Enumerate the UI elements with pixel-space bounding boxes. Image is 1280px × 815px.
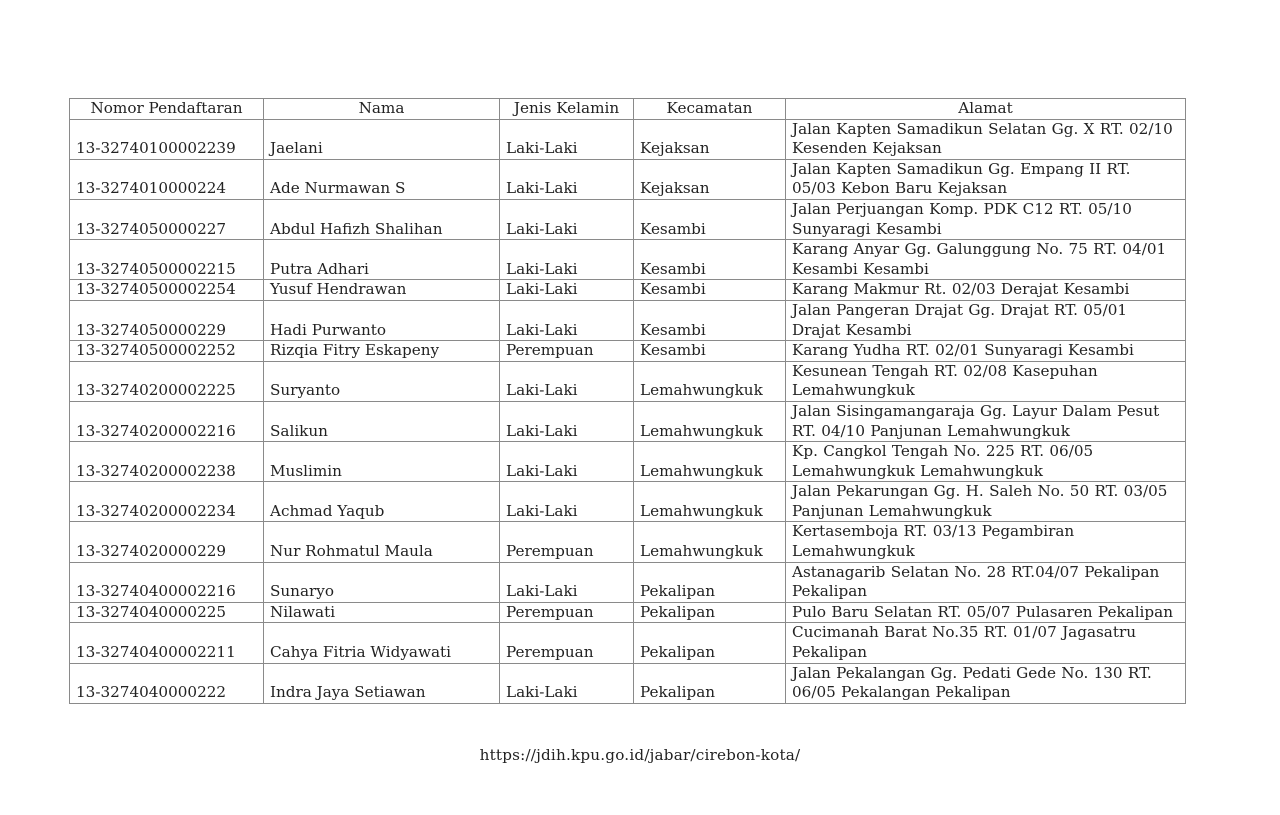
table-row [70,623,1186,663]
registrant-table [69,98,1186,704]
header-kecamatan: Kecamatan [634,99,786,120]
cell-nomor-pendaftaran: 13-3274040000225 [70,602,264,623]
cell-alamat: Kertasemboja RT. 03/13 Pegambiran Lemahwungkuk [786,522,1186,562]
cell-nama: Muslimin [264,442,500,482]
cell-alamat: Karang Makmur Rt. 02/03 Derajat Kesambi [786,280,1186,301]
cell-nomor-pendaftaran: 13-32740100002239 [70,119,264,159]
cell-nomor-pendaftaran: 13-3274040000222 [70,663,264,703]
cell-jenis-kelamin: Perempuan [500,341,634,362]
table-row [70,199,1186,239]
cell-jenis-kelamin: Laki-Laki [500,119,634,159]
table-row [70,361,1186,401]
cell-alamat: Pulo Baru Selatan RT. 05/07 Pulasaren Pekalipan [786,602,1186,623]
cell-jenis-kelamin: Laki-Laki [500,280,634,301]
cell-jenis-kelamin: Laki-Laki [500,663,634,703]
cell-jenis-kelamin: Laki-Laki [500,199,634,239]
cell-nama: Abdul Hafizh Shalihan [264,199,500,239]
cell-kecamatan: Pekalipan [634,663,786,703]
cell-nama: Rizqia Fitry Eskapeny [264,341,500,362]
header-nomor-pendaftaran: Nomor Pendaftaran [70,99,264,120]
cell-nama: Ade Nurmawan S [264,159,500,199]
cell-jenis-kelamin: Laki-Laki [500,300,634,340]
table-row [70,341,1186,362]
cell-nama: Nilawati [264,602,500,623]
table-row [70,280,1186,301]
cell-jenis-kelamin: Laki-Laki [500,482,634,522]
cell-kecamatan: Pekalipan [634,562,786,602]
table-row [70,442,1186,482]
cell-kecamatan: Kejaksan [634,119,786,159]
cell-jenis-kelamin: Perempuan [500,602,634,623]
cell-kecamatan: Lemahwungkuk [634,482,786,522]
table-row [70,300,1186,340]
cell-kecamatan: Kesambi [634,341,786,362]
cell-nama: Yusuf Hendrawan [264,280,500,301]
table-row [70,119,1186,159]
cell-alamat: Karang Yudha RT. 02/01 Sunyaragi Kesambi [786,341,1186,362]
cell-nomor-pendaftaran: 13-3274050000229 [70,300,264,340]
table-row [70,401,1186,441]
cell-kecamatan: Lemahwungkuk [634,361,786,401]
table-row [70,240,1186,280]
cell-nomor-pendaftaran: 13-32740200002216 [70,401,264,441]
cell-nomor-pendaftaran: 13-3274020000229 [70,522,264,562]
cell-nama: Suryanto [264,361,500,401]
header-row [70,99,1186,120]
cell-nomor-pendaftaran: 13-32740200002225 [70,361,264,401]
cell-kecamatan: Kesambi [634,300,786,340]
cell-kecamatan: Kesambi [634,199,786,239]
cell-nama: Jaelani [264,119,500,159]
cell-alamat: Kesunean Tengah RT. 02/08 Kasepuhan Lemahwungkuk [786,361,1186,401]
footer-url[interactable]: https://jdih.kpu.go.id/jabar/cirebon-kota/ [479,746,801,764]
cell-kecamatan: Kesambi [634,240,786,280]
cell-jenis-kelamin: Laki-Laki [500,240,634,280]
cell-nomor-pendaftaran: 13-32740400002211 [70,623,264,663]
cell-nomor-pendaftaran: 13-32740200002234 [70,482,264,522]
table-row [70,159,1186,199]
cell-kecamatan: Kesambi [634,280,786,301]
cell-nomor-pendaftaran: 13-3274050000227 [70,199,264,239]
cell-alamat: Jalan Pangeran Drajat Gg. Drajat RT. 05/01 Drajat Kesambi [786,300,1186,340]
cell-nomor-pendaftaran: 13-3274010000224 [70,159,264,199]
cell-nomor-pendaftaran: 13-32740500002252 [70,341,264,362]
cell-nomor-pendaftaran: 13-32740500002254 [70,280,264,301]
cell-nama: Salikun [264,401,500,441]
table-row [70,663,1186,703]
cell-nomor-pendaftaran: 13-32740400002216 [70,562,264,602]
cell-alamat: Jalan Pekarungan Gg. H. Saleh No. 50 RT. 03/05 Panjunan Lemahwungkuk [786,482,1186,522]
cell-alamat: Karang Anyar Gg. Galunggung No. 75 RT. 04/01 Kesambi Kesambi [786,240,1186,280]
cell-nama: Nur Rohmatul Maula [264,522,500,562]
cell-alamat: Cucimanah Barat No.35 RT. 01/07 Jagasatru Pekalipan [786,623,1186,663]
cell-nomor-pendaftaran: 13-32740500002215 [70,240,264,280]
cell-kecamatan: Lemahwungkuk [634,401,786,441]
header-alamat: Alamat [786,99,1186,120]
cell-nama: Hadi Purwanto [264,300,500,340]
cell-kecamatan: Pekalipan [634,602,786,623]
table-row [70,562,1186,602]
cell-nama: Putra Adhari [264,240,500,280]
table-header [70,99,1186,120]
header-jenis-kelamin: Jenis Kelamin [500,99,634,120]
table-row [70,482,1186,522]
cell-kecamatan: Lemahwungkuk [634,522,786,562]
cell-jenis-kelamin: Perempuan [500,623,634,663]
cell-nama: Achmad Yaqub [264,482,500,522]
cell-jenis-kelamin: Laki-Laki [500,159,634,199]
cell-alamat: Astanagarib Selatan No. 28 RT.04/07 Pekalipan Pekalipan [786,562,1186,602]
cell-alamat: Jalan Pekalangan Gg. Pedati Gede No. 130 RT. 06/05 Pekalangan Pekalipan [786,663,1186,703]
cell-alamat: Jalan Kapten Samadikun Selatan Gg. X RT. 02/10 Kesenden Kejaksan [786,119,1186,159]
cell-alamat: Jalan Kapten Samadikun Gg. Empang II RT. 05/03 Kebon Baru Kejaksan [786,159,1186,199]
cell-nama: Sunaryo [264,562,500,602]
cell-alamat: Jalan Perjuangan Komp. PDK C12 RT. 05/10 Sunyaragi Kesambi [786,199,1186,239]
cell-jenis-kelamin: Laki-Laki [500,442,634,482]
cell-alamat: Jalan Sisingamangaraja Gg. Layur Dalam Pesut RT. 04/10 Panjunan Lemahwungkuk [786,401,1186,441]
cell-kecamatan: Pekalipan [634,623,786,663]
cell-kecamatan: Lemahwungkuk [634,442,786,482]
cell-jenis-kelamin: Perempuan [500,522,634,562]
cell-jenis-kelamin: Laki-Laki [500,401,634,441]
table-body [70,119,1186,703]
cell-kecamatan: Kejaksan [634,159,786,199]
header-nama: Nama [264,99,500,120]
table-row [70,522,1186,562]
cell-jenis-kelamin: Laki-Laki [500,562,634,602]
table-row [70,602,1186,623]
cell-jenis-kelamin: Laki-Laki [500,361,634,401]
cell-alamat: Kp. Cangkol Tengah No. 225 RT. 06/05 Lemahwungkuk Lemahwungkuk [786,442,1186,482]
cell-nama: Cahya Fitria Widyawati [264,623,500,663]
cell-nomor-pendaftaran: 13-32740200002238 [70,442,264,482]
cell-nama: Indra Jaya Setiawan [264,663,500,703]
